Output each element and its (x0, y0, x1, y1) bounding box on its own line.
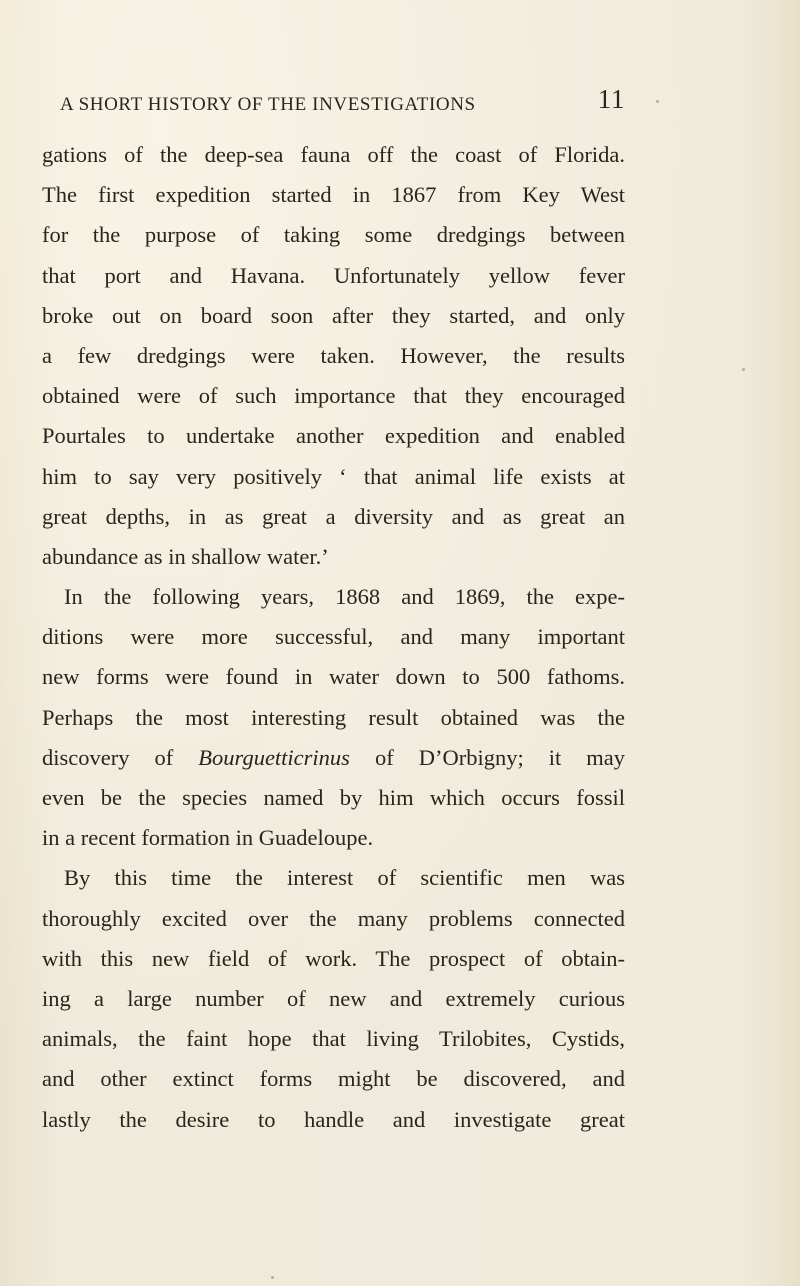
taxon-name: Bourguetticrinus (198, 744, 350, 770)
text-line: lastly the desire to handle and investigate great (42, 1106, 625, 1132)
text-line: obtained were of such importance that they encouraged (42, 383, 625, 409)
text-line: that port and Havana. Unfortunately yellow fever (42, 262, 625, 288)
text-line: for the purpose of taking some dredgings between (42, 222, 625, 248)
paragraph-first-line: In the following years, 1868 and 1869, the expe- (64, 584, 625, 610)
text-line: The first expedition started in 1867 from Key West (42, 182, 625, 208)
text-line: animals, the faint hope that living Trilobites, Cystids, (42, 1026, 625, 1052)
page-number: 11 (597, 84, 625, 114)
text-line: new forms were found in water down to 500 fathoms. (42, 664, 625, 690)
text-line: ing a large number of new and extremely curious (42, 985, 625, 1011)
text-fragment: of D’Orbigny; it may (374, 744, 626, 770)
text-line: broke out on board soon after they started, and only (42, 302, 625, 328)
text-line: and other extinct forms might be discovered, and (42, 1066, 625, 1092)
text-line: abundance as in shallow water.’ (42, 543, 329, 569)
paper-speck (656, 100, 659, 103)
paragraph-first-line: By this time the interest of scientific men was (64, 865, 625, 891)
text-line: Perhaps the most interesting result obtained was the (42, 704, 625, 730)
text-line: with this new field of work. The prospect of obtain- (42, 945, 625, 971)
running-head-title: A SHORT HISTORY OF THE INVESTIGATIONS (60, 94, 476, 115)
text-line: great depths, in as great a diversity and as great an (42, 503, 625, 529)
text-line-with-taxon (42, 738, 625, 778)
text-line: Pourtales to undertake another expedition and enabled (42, 423, 625, 449)
text-line: thoroughly excited over the many problems connected (42, 905, 625, 931)
body-text (42, 135, 625, 1140)
text-line: in a recent formation in Guadeloupe. (42, 825, 374, 851)
text-line: a few dredgings were taken. However, the results (42, 342, 625, 368)
text-line: gations of the deep-sea fauna off the coast of Florida. (42, 142, 625, 167)
text-line: him to say very positively ‘ that animal life exists at (42, 463, 625, 489)
text-line: ditions were more successful, and many important (42, 624, 625, 650)
paper-speck (271, 1276, 274, 1279)
text-line: even be the species named by him which occurs fossil (42, 785, 625, 810)
text-fragment: discovery of (42, 744, 174, 770)
paper-speck (742, 368, 745, 371)
